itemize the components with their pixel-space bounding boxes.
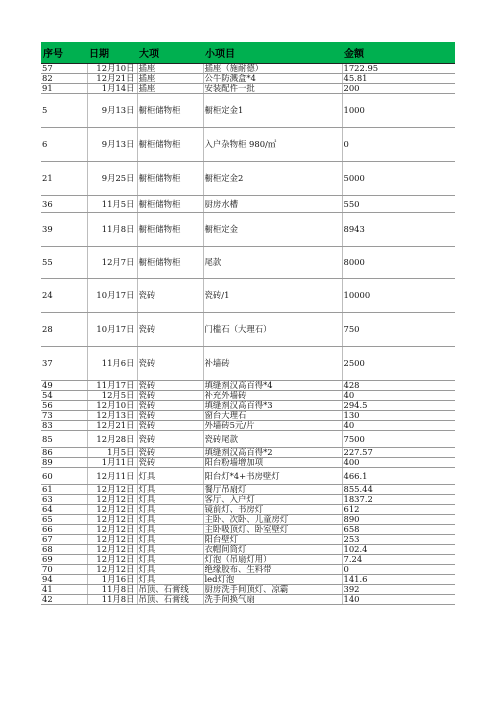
cell-date[interactable]: 11月8日 <box>87 595 137 605</box>
cell-amount[interactable]: 466.1 <box>342 468 455 485</box>
cell-amount[interactable]: 141.6 <box>342 575 455 585</box>
cell-category[interactable]: 吊顶、石膏线 <box>137 585 203 595</box>
cell-no[interactable]: 28 <box>41 313 87 347</box>
cell-date[interactable]: 12月12日 <box>87 555 137 565</box>
header-category[interactable]: 大项 <box>137 42 203 64</box>
cell-date[interactable]: 12月21日 <box>87 421 137 431</box>
cell-item[interactable]: 瓷砖尾款 <box>203 431 342 448</box>
header-date[interactable]: 日期 <box>87 42 137 64</box>
header-item[interactable]: 小项目 <box>203 42 342 64</box>
cell-date[interactable]: 12月28日 <box>87 431 137 448</box>
table-row <box>41 347 455 381</box>
table-row <box>41 247 455 279</box>
cell-date[interactable]: 1月5日 <box>87 448 137 458</box>
cell-date[interactable]: 12月12日 <box>87 505 137 515</box>
cell-no[interactable]: 37 <box>41 347 87 381</box>
cell-item[interactable]: 洗手间换气扇 <box>203 595 342 605</box>
cell-item[interactable]: 橱柜定金2 <box>203 162 342 196</box>
cell-amount[interactable]: 1000 <box>342 94 455 128</box>
cell-date[interactable]: 1月11日 <box>87 458 137 468</box>
cell-no[interactable]: 21 <box>41 162 87 196</box>
cell-no[interactable]: 57 <box>41 64 87 74</box>
table-row <box>41 565 455 575</box>
cell-category[interactable]: 灯具 <box>137 545 203 555</box>
table-row <box>41 545 455 555</box>
cell-date[interactable]: 11月8日 <box>87 585 137 595</box>
table-row <box>41 279 455 313</box>
cell-item[interactable]: 入户杂物柜 980/㎡ <box>203 128 342 162</box>
cell-amount[interactable]: 1722.95 <box>342 64 455 74</box>
header-amount[interactable]: 金额 <box>342 42 455 64</box>
cell-no[interactable]: 68 <box>41 545 87 555</box>
table-row <box>41 94 455 128</box>
cell-no[interactable]: 73 <box>41 411 87 421</box>
cell-category[interactable]: 瓷砖 <box>137 347 203 381</box>
cell-category[interactable]: 灯具 <box>137 575 203 585</box>
cell-date[interactable]: 11月6日 <box>87 347 137 381</box>
cell-amount[interactable]: 227.57 <box>342 448 455 458</box>
cell-category[interactable]: 瓷砖 <box>137 279 203 313</box>
cell-no[interactable]: 70 <box>41 565 87 575</box>
cell-item[interactable]: 橱柜定金1 <box>203 94 342 128</box>
cell-amount[interactable]: 10000 <box>342 279 455 313</box>
cell-amount[interactable]: 750 <box>342 313 455 347</box>
cell-date[interactable]: 12月12日 <box>87 485 137 495</box>
table-row <box>41 448 455 458</box>
cell-amount[interactable]: 855.44 <box>342 485 455 495</box>
cell-amount[interactable]: 5000 <box>342 162 455 196</box>
table-row <box>41 468 455 485</box>
table-row <box>41 162 455 196</box>
cell-no[interactable]: 65 <box>41 515 87 525</box>
cell-amount[interactable]: 8943 <box>342 213 455 247</box>
cell-no[interactable]: 83 <box>41 421 87 431</box>
cell-no[interactable]: 39 <box>41 213 87 247</box>
cell-item[interactable]: 填缝剂汉高百得*4 <box>203 381 342 391</box>
cell-date[interactable]: 12月5日 <box>87 391 137 401</box>
cell-item[interactable]: 插座（施耐德） <box>203 64 342 74</box>
table-row <box>41 505 455 515</box>
cell-amount[interactable]: 0 <box>342 128 455 162</box>
cell-item[interactable]: 厨房洗手间顶灯、凉霸 <box>203 585 342 595</box>
table-row <box>41 595 455 605</box>
cell-no[interactable]: 36 <box>41 196 87 213</box>
cell-no[interactable]: 86 <box>41 448 87 458</box>
table-row <box>41 64 455 74</box>
cell-category[interactable]: 瓷砖 <box>137 448 203 458</box>
cell-no[interactable]: 56 <box>41 401 87 411</box>
cell-category[interactable]: 瓷砖 <box>137 313 203 347</box>
cell-amount[interactable]: 130 <box>342 411 455 421</box>
cell-amount[interactable]: 658 <box>342 525 455 535</box>
cell-amount[interactable]: 7500 <box>342 431 455 448</box>
cell-date[interactable]: 11月5日 <box>87 196 137 213</box>
cell-item[interactable]: 客厅、入户灯 <box>203 495 342 505</box>
cell-date[interactable]: 12月21日 <box>87 74 137 84</box>
cell-category[interactable]: 插座 <box>137 74 203 84</box>
cell-category[interactable]: 橱柜储物柜 <box>137 213 203 247</box>
cell-item[interactable]: 门槛石（大理石） <box>203 313 342 347</box>
cell-item[interactable]: 阳台壁灯 <box>203 535 342 545</box>
cell-date[interactable]: 9月25日 <box>87 162 137 196</box>
table-row <box>41 458 455 468</box>
cell-category[interactable]: 橱柜储物柜 <box>137 162 203 196</box>
cell-category[interactable]: 灯具 <box>137 468 203 485</box>
table-row <box>41 381 455 391</box>
cell-category[interactable]: 瓷砖 <box>137 458 203 468</box>
table-row <box>41 495 455 505</box>
cell-category[interactable]: 瓷砖 <box>137 431 203 448</box>
cell-date[interactable]: 1月14日 <box>87 84 137 94</box>
cell-category[interactable]: 瓷砖 <box>137 381 203 391</box>
cell-category[interactable]: 灯具 <box>137 495 203 505</box>
table-row <box>41 555 455 565</box>
table-row <box>41 313 455 347</box>
spreadsheet <box>41 42 455 605</box>
table-row <box>41 431 455 448</box>
cell-item[interactable]: 安装配件一批 <box>203 84 342 94</box>
cell-item[interactable]: 填缝剂汉高百得*2 <box>203 448 342 458</box>
cell-date[interactable]: 12月12日 <box>87 565 137 575</box>
cell-item[interactable]: 补充外墙砖 <box>203 391 342 401</box>
cell-date[interactable]: 12月7日 <box>87 247 137 279</box>
cell-category[interactable]: 瓷砖 <box>137 391 203 401</box>
cell-category[interactable]: 灯具 <box>137 515 203 525</box>
cell-category[interactable]: 灯具 <box>137 505 203 515</box>
cell-no[interactable]: 60 <box>41 468 87 485</box>
cell-item[interactable]: 绝缘胶布、生料带 <box>203 565 342 575</box>
cell-item[interactable]: 瓷砖/1 <box>203 279 342 313</box>
cell-no[interactable]: 6 <box>41 128 87 162</box>
cell-date[interactable]: 12月11日 <box>87 468 137 485</box>
cell-no[interactable]: 64 <box>41 505 87 515</box>
table-row <box>41 128 455 162</box>
cell-amount[interactable]: 40 <box>342 391 455 401</box>
table-row <box>41 74 455 84</box>
cell-date[interactable]: 12月12日 <box>87 495 137 505</box>
cell-category[interactable]: 插座 <box>137 84 203 94</box>
cell-date[interactable]: 10月17日 <box>87 279 137 313</box>
cell-date[interactable]: 10月17日 <box>87 313 137 347</box>
cell-item[interactable]: 尾款 <box>203 247 342 279</box>
cell-amount[interactable]: 294.5 <box>342 401 455 411</box>
cell-date[interactable]: 12月10日 <box>87 64 137 74</box>
cell-item[interactable]: 阳台粉墙增加项 <box>203 458 342 468</box>
table-row <box>41 515 455 525</box>
cell-item[interactable]: 餐厅吊扇灯 <box>203 485 342 495</box>
cell-amount[interactable]: 253 <box>342 535 455 545</box>
cell-amount[interactable]: 8000 <box>342 247 455 279</box>
cell-date[interactable]: 12月12日 <box>87 535 137 545</box>
cell-amount[interactable]: 550 <box>342 196 455 213</box>
cell-category[interactable]: 橱柜储物柜 <box>137 196 203 213</box>
cell-item[interactable]: 公牛防溅盒*4 <box>203 74 342 84</box>
cell-category[interactable]: 灯具 <box>137 525 203 535</box>
cell-date[interactable]: 11月17日 <box>87 381 137 391</box>
table-row <box>41 213 455 247</box>
cell-amount[interactable]: 140 <box>342 595 455 605</box>
cell-no[interactable]: 69 <box>41 555 87 565</box>
cell-item[interactable]: 主卧吸顶灯、卧室壁灯 <box>203 525 342 535</box>
cell-item[interactable]: 阳台灯*4+书房壁灯 <box>203 468 342 485</box>
cell-amount[interactable]: 7.24 <box>342 555 455 565</box>
cell-no[interactable]: 5 <box>41 94 87 128</box>
cell-no[interactable]: 55 <box>41 247 87 279</box>
cell-amount[interactable]: 400 <box>342 458 455 468</box>
cell-amount[interactable]: 102.4 <box>342 545 455 555</box>
cell-amount[interactable]: 40 <box>342 421 455 431</box>
cell-date[interactable]: 9月13日 <box>87 128 137 162</box>
cell-category[interactable]: 插座 <box>137 64 203 74</box>
cell-no[interactable]: 91 <box>41 84 87 94</box>
cell-category[interactable]: 橱柜储物柜 <box>137 247 203 279</box>
cell-date[interactable]: 12月10日 <box>87 401 137 411</box>
cell-item[interactable]: 橱柜定金 <box>203 213 342 247</box>
table-row <box>41 411 455 421</box>
cell-no[interactable]: 67 <box>41 535 87 545</box>
table-row <box>41 401 455 411</box>
table-body <box>41 64 455 605</box>
cell-amount[interactable]: 392 <box>342 585 455 595</box>
cell-no[interactable]: 54 <box>41 391 87 401</box>
cell-item[interactable]: 镜前灯、书房灯 <box>203 505 342 515</box>
header-no[interactable]: 序号 <box>41 42 87 64</box>
cell-amount[interactable]: 890 <box>342 515 455 525</box>
header-row <box>41 42 455 64</box>
cell-category[interactable]: 灯具 <box>137 535 203 545</box>
table-row <box>41 585 455 595</box>
cell-item[interactable]: led灯泡 <box>203 575 342 585</box>
cell-category[interactable]: 瓷砖 <box>137 421 203 431</box>
cell-category[interactable]: 灯具 <box>137 485 203 495</box>
cell-item[interactable]: 厨房水槽 <box>203 196 342 213</box>
cell-item[interactable]: 窗台大理石 <box>203 411 342 421</box>
cell-no[interactable]: 89 <box>41 458 87 468</box>
cell-amount[interactable]: 2500 <box>342 347 455 381</box>
cell-amount[interactable]: 0 <box>342 565 455 575</box>
cell-date[interactable]: 11月8日 <box>87 213 137 247</box>
cell-item[interactable]: 主卧、次卧、儿童房灯 <box>203 515 342 525</box>
cell-no[interactable]: 61 <box>41 485 87 495</box>
cell-category[interactable]: 瓷砖 <box>137 411 203 421</box>
cell-date[interactable]: 1月16日 <box>87 575 137 585</box>
cell-no[interactable]: 49 <box>41 381 87 391</box>
expense-table <box>41 42 455 605</box>
cell-amount[interactable]: 428 <box>342 381 455 391</box>
cell-item[interactable]: 衣帽间筒灯 <box>203 545 342 555</box>
cell-category[interactable]: 吊顶、石膏线 <box>137 595 203 605</box>
table-row <box>41 525 455 535</box>
table-row <box>41 391 455 401</box>
cell-date[interactable]: 12月12日 <box>87 545 137 555</box>
cell-no[interactable]: 85 <box>41 431 87 448</box>
table-row <box>41 84 455 94</box>
cell-date[interactable]: 12月13日 <box>87 411 137 421</box>
cell-category[interactable]: 橱柜储物柜 <box>137 94 203 128</box>
table-row <box>41 421 455 431</box>
cell-category[interactable]: 橱柜储物柜 <box>137 128 203 162</box>
table-row <box>41 575 455 585</box>
cell-item[interactable]: 填缝剂汉高百得*3 <box>203 401 342 411</box>
cell-no[interactable]: 82 <box>41 74 87 84</box>
cell-amount[interactable]: 45.81 <box>342 74 455 84</box>
cell-no[interactable]: 94 <box>41 575 87 585</box>
table-row <box>41 485 455 495</box>
cell-date[interactable]: 12月12日 <box>87 515 137 525</box>
cell-no[interactable]: 24 <box>41 279 87 313</box>
cell-item[interactable]: 灯泡（吊扇灯用） <box>203 555 342 565</box>
cell-no[interactable]: 41 <box>41 585 87 595</box>
cell-date[interactable]: 12月12日 <box>87 525 137 535</box>
cell-no[interactable]: 66 <box>41 525 87 535</box>
cell-amount[interactable]: 200 <box>342 84 455 94</box>
table-row <box>41 196 455 213</box>
cell-category[interactable]: 灯具 <box>137 555 203 565</box>
cell-no[interactable]: 63 <box>41 495 87 505</box>
cell-item[interactable]: 外墙砖5元/片 <box>203 421 342 431</box>
cell-date[interactable]: 9月13日 <box>87 94 137 128</box>
table-row <box>41 535 455 545</box>
cell-category[interactable]: 灯具 <box>137 565 203 575</box>
cell-amount[interactable]: 612 <box>342 505 455 515</box>
cell-amount[interactable]: 1837.2 <box>342 495 455 505</box>
cell-category[interactable]: 瓷砖 <box>137 401 203 411</box>
cell-no[interactable]: 42 <box>41 595 87 605</box>
cell-item[interactable]: 补墙砖 <box>203 347 342 381</box>
